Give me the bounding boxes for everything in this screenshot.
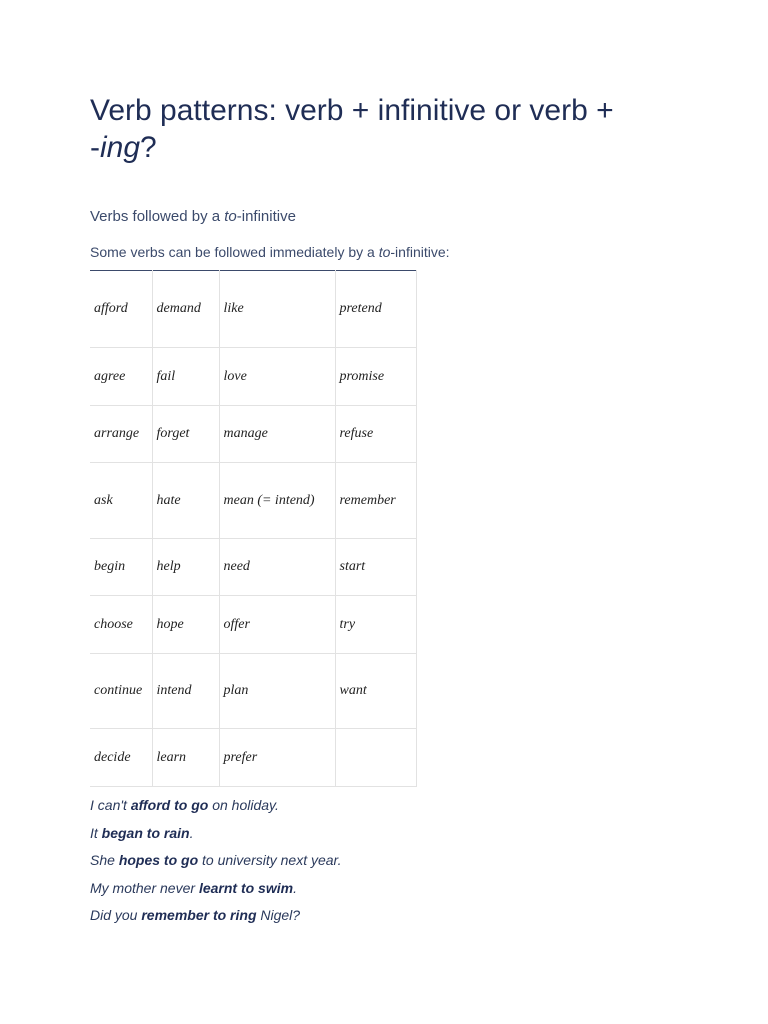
example-after: on holiday. [208,797,279,813]
table-cell: agree [90,348,152,406]
title-main: Verb patterns: verb + infinitive or verb + [90,94,614,127]
subheading-to: to [224,208,237,225]
example-highlight: afford to go [130,797,209,813]
subheading-before: Verbs followed by a [90,208,225,225]
table-cell: begin [90,539,152,596]
table-cell: like [219,271,335,348]
example-highlight: learnt to swim [198,879,294,896]
table-cell: continue [90,654,152,729]
table-cell: pretend [335,271,416,348]
table-cell: arrange [90,406,152,463]
table-cell: intend [152,654,219,729]
example-after: Nigel? [256,907,301,923]
example-after: to university next year. [198,852,342,868]
table-cell: start [335,539,416,596]
example-highlight: remember to ring [141,907,257,923]
example-before: She [90,852,119,868]
table-cell: love [219,348,335,406]
table-cell: prefer [219,729,335,787]
example-after: . [293,879,297,896]
table-cell: need [219,539,335,596]
table-cell: ask [90,463,152,539]
table-row [90,654,416,729]
example-before: I can't [90,797,131,813]
section-subheading [90,207,296,227]
example-before: Did you [90,907,142,923]
table-cell: forget [152,406,219,463]
example-sentence [90,878,342,906]
table-row [90,348,416,406]
table-row [90,596,416,654]
table-cell: manage [219,406,335,463]
title-ing: ing [100,131,141,164]
table-row [90,539,416,596]
intro-to: to [378,244,391,260]
intro-before: Some verbs can be followed immediately by a [90,244,379,260]
example-highlight: hopes to go [118,852,199,868]
table-cell: hope [152,596,219,654]
table-cell [335,729,416,787]
table-cell: fail [152,348,219,406]
table-cell: afford [90,271,152,348]
example-before: It [90,824,102,841]
example-sentence [90,850,342,878]
table-cell: hate [152,463,219,539]
example-before: My mother never [90,879,199,896]
table-cell: decide [90,729,152,787]
table-cell: demand [152,271,219,348]
table-cell: offer [219,596,335,654]
example-highlight: began to rain [101,824,190,841]
table-row [90,729,416,787]
example-sentence [90,823,342,851]
table-cell: try [335,596,416,654]
table-cell: plan [219,654,335,729]
page-title [90,92,650,166]
table-cell: refuse [335,406,416,463]
intro-after: -infinitive: [390,244,450,260]
title-question-mark: ? [140,131,157,164]
example-sentence [90,795,342,823]
example-after: . [189,824,194,841]
table-cell: promise [335,348,416,406]
example-sentences [90,795,342,933]
verb-table [90,270,417,787]
table-cell: mean (= intend) [219,463,335,539]
title-dash: - [90,131,100,164]
example-sentence [90,905,342,933]
table-cell: help [152,539,219,596]
table-cell: learn [152,729,219,787]
table-cell: remember [335,463,416,539]
table-cell: want [335,654,416,729]
intro-text [90,243,450,261]
table-row [90,271,416,348]
table-row [90,406,416,463]
table-cell: choose [90,596,152,654]
subheading-after: -infinitive [236,208,296,225]
table-row [90,463,416,539]
